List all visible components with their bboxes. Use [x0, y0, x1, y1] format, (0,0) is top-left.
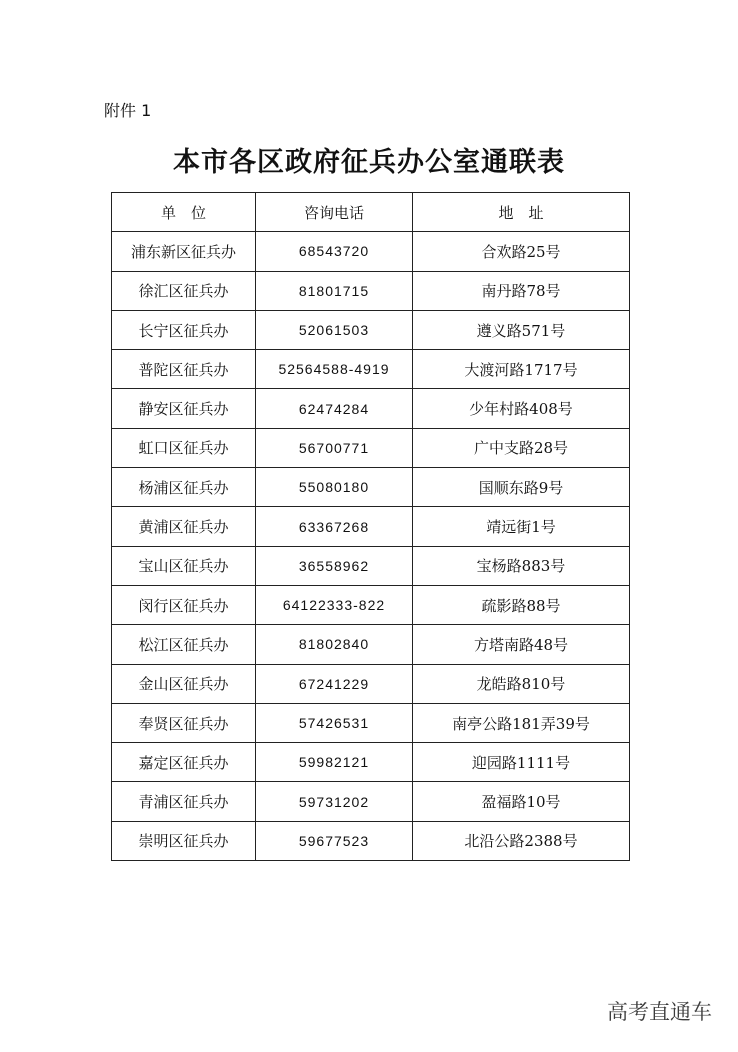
cell-unit: 崇明区征兵办	[112, 821, 256, 860]
watermark-text: 高考直通车	[607, 1000, 712, 1024]
cell-unit: 松江区征兵办	[112, 625, 256, 664]
cell-unit: 杨浦区征兵办	[112, 468, 256, 507]
table-header-row	[112, 193, 630, 232]
cell-unit: 长宁区征兵办	[112, 310, 256, 349]
attachment-label: 附件 1	[104, 101, 152, 120]
cell-phone: 81802840	[256, 625, 413, 664]
cell-unit: 徐汇区征兵办	[112, 271, 256, 310]
table-row	[112, 350, 630, 389]
cell-address: 合欢路25号	[413, 232, 630, 271]
cell-address: 疏影路88号	[413, 585, 630, 624]
cell-unit: 青浦区征兵办	[112, 782, 256, 821]
cell-unit: 浦东新区征兵办	[112, 232, 256, 271]
header-phone: 咨询电话	[256, 193, 413, 232]
cell-address: 少年村路408号	[413, 389, 630, 428]
cell-phone: 81801715	[256, 271, 413, 310]
cell-phone: 63367268	[256, 507, 413, 546]
table-row	[112, 664, 630, 703]
table-row	[112, 585, 630, 624]
table-row	[112, 625, 630, 664]
table-row	[112, 743, 630, 782]
table-row	[112, 310, 630, 349]
cell-address: 遵义路571号	[413, 310, 630, 349]
cell-unit: 普陀区征兵办	[112, 350, 256, 389]
cell-address: 北沿公路2388号	[413, 821, 630, 860]
table-row	[112, 507, 630, 546]
cell-unit: 宝山区征兵办	[112, 546, 256, 585]
table-row	[112, 546, 630, 585]
cell-phone: 52061503	[256, 310, 413, 349]
table-row	[112, 703, 630, 742]
cell-phone: 59677523	[256, 821, 413, 860]
cell-unit: 黄浦区征兵办	[112, 507, 256, 546]
cell-phone: 55080180	[256, 468, 413, 507]
cell-address: 靖远街1号	[413, 507, 630, 546]
cell-phone: 52564588-4919	[256, 350, 413, 389]
cell-address: 南亭公路181弄39号	[413, 703, 630, 742]
cell-address: 迎园路1111号	[413, 743, 630, 782]
cell-phone: 64122333-822	[256, 585, 413, 624]
cell-phone: 62474284	[256, 389, 413, 428]
cell-address: 龙皓路810号	[413, 664, 630, 703]
table-row	[112, 468, 630, 507]
cell-address: 盈福路10号	[413, 782, 630, 821]
cell-unit: 闵行区征兵办	[112, 585, 256, 624]
cell-unit: 奉贤区征兵办	[112, 703, 256, 742]
table-row	[112, 232, 630, 271]
cell-phone: 59982121	[256, 743, 413, 782]
table-row	[112, 428, 630, 467]
cell-phone: 36558962	[256, 546, 413, 585]
cell-phone: 57426531	[256, 703, 413, 742]
document-title: 本市各区政府征兵办公室通联表	[173, 147, 565, 178]
contact-table	[111, 192, 630, 861]
header-unit: 单 位	[112, 193, 256, 232]
table-row	[112, 821, 630, 860]
cell-address: 大渡河路1717号	[413, 350, 630, 389]
cell-unit: 虹口区征兵办	[112, 428, 256, 467]
cell-address: 宝杨路883号	[413, 546, 630, 585]
table-row	[112, 782, 630, 821]
cell-phone: 56700771	[256, 428, 413, 467]
cell-phone: 67241229	[256, 664, 413, 703]
cell-unit: 静安区征兵办	[112, 389, 256, 428]
cell-unit: 金山区征兵办	[112, 664, 256, 703]
cell-address: 广中支路28号	[413, 428, 630, 467]
cell-address: 方塔南路48号	[413, 625, 630, 664]
cell-address: 国顺东路9号	[413, 468, 630, 507]
cell-address: 南丹路78号	[413, 271, 630, 310]
table-row	[112, 271, 630, 310]
table-row	[112, 389, 630, 428]
cell-phone: 59731202	[256, 782, 413, 821]
cell-phone: 68543720	[256, 232, 413, 271]
cell-unit: 嘉定区征兵办	[112, 743, 256, 782]
header-address: 地 址	[413, 193, 630, 232]
